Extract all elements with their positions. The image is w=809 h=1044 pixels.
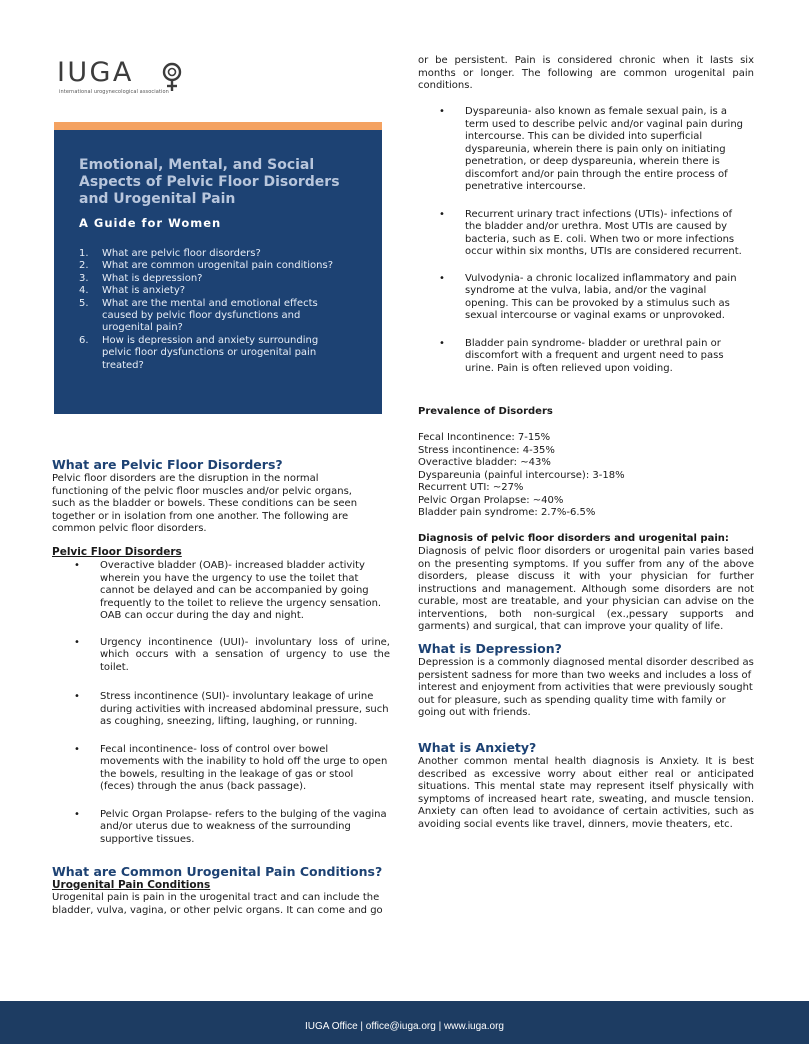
toc-item: 4. What is anxiety? <box>79 285 186 297</box>
pfd-list <box>100 560 390 846</box>
prevalence-line: Fecal Incontinence: 7-15% <box>418 432 551 443</box>
prevalence-line: Pelvic Organ Prolapse: ~40% <box>418 494 564 506</box>
prevalence-line: Stress incontinence: 4-35% <box>418 444 555 456</box>
logo-wordmark: IUGA <box>57 57 134 88</box>
toc-item: 6. How is depression and anxiety surrounding pelvic floor dysfunctions or urogenital pain treated? <box>79 334 319 371</box>
list-item: • Overactive bladder (OAB)- increased bladder activity wherein you have the urgency to use the toilet that cannot be delayed and can be accompanied by going frequently to the toilet to relieve the urgency sensation. OAB can occur during the day and night. <box>100 560 390 623</box>
list-item: • Bladder pain syndrome- bladder or urethral pain or discomfort with a frequent and urgent need to pass urine. Pain is often relieved upon voiding. <box>465 338 750 376</box>
guide-title: Emotional, Mental, and Social Aspects of Pelvic Floor Disorders and Urogenital Pain <box>79 157 340 207</box>
pfd-intro: Pelvic floor disorders are the disruption in the normal functioning of the pelvic floor muscles and/or pelvic organs, such as the bladder or bowels. These conditions can be seen together or in isolation from one another. The following are common pelvic floor disorders. <box>52 473 358 534</box>
guide-subtitle: A Guide for Women <box>79 216 222 230</box>
ugp-intro-part2: or be persistent. Pain is considered chronic when it lasts six months or longer. The following are common urogenital pain conditions. <box>418 55 754 91</box>
prevalence-list <box>418 432 748 520</box>
ugp-list <box>465 106 750 375</box>
list-item: • Recurrent urinary tract infections (UTIs)- infections of the bladder and/or urethra. Most UTIs are caused by bacteria, such as E. coli. When two or more infections occur within six months, UTIs are considered recurrent. <box>465 209 750 259</box>
list-item: • Urgency incontinence (UUI)- involuntary loss of urine, which occurs with a sensation of urgency to use the toilet. <box>100 637 390 675</box>
female-symbol-icon <box>161 62 183 92</box>
diagnosis-heading: Diagnosis of pelvic floor disorders and urogenital pain: <box>418 533 729 544</box>
list-item: • Fecal incontinence- loss of control over bowel movements with the inability to hold off the urge to open the bowels, resulting in the leakage of gas or stool (feces) through the anus (back passage). <box>100 744 390 794</box>
accent-bar <box>54 122 382 130</box>
toc-item: 5. What are the mental and emotional effects caused by pelvic floor dysfunctions and urogenital pain? <box>79 297 318 334</box>
anxiety-text: Another common mental health diagnosis is Anxiety. It is best described as excessive worry about either real or anticipated situations. This mental state may represent itself physically with symptoms of increased heart rate, sweating, and muscle tension. Anxiety can often lead to avoidance of certain activities, such as avoiding social events like travel, dinners, movie theaters, etc. <box>418 756 754 830</box>
pfd-subheading: Pelvic Floor Disorders <box>52 546 182 558</box>
ugp-intro-part1: Urogenital pain is pain in the urogenital tract and can include the bladder, vulva, vagina, or other pelvic organs. It can come and go <box>52 892 383 916</box>
toc-item: 2. What are common urogenital pain conditions? <box>79 260 334 272</box>
ugp-heading: What are Common Urogenital Pain Conditions? <box>52 864 383 879</box>
logo-tagline: international urogynecological association <box>59 89 169 95</box>
anxiety-heading: What is Anxiety? <box>418 740 537 755</box>
list-item: • Dyspareunia- also known as female sexual pain, is a term used to describe pelvic and/or vaginal pain during intercourse. This can be divided into superficial dyspareunia, wherein there is pain only on initiating penetration, or deep dyspareunia, wherein there is discomfort and/or pain through the entire process of penetrative intercourse. <box>465 106 750 194</box>
depression-text: Depression is a commonly diagnosed mental disorder described as persistent sadness for more than two weeks and includes a loss of interest and enjoyment from activities that were previously sought out for pleasure, such as spending quality time with family or going out with friends. <box>418 657 754 718</box>
prevalence-line: Dyspareunia (painful intercourse): 3-18% <box>418 469 625 481</box>
footer-contact: IUGA Office | office@iuga.org | www.iuga.org <box>305 1021 504 1032</box>
prevalence-line: Recurrent UTI: ~27% <box>418 482 524 493</box>
list-item: • Vulvodynia- a chronic localized inflammatory and pain syndrome at the vulva, labia, and/or the vaginal opening. This can be provoked by a stimulus such as sexual intercourse or vaginal exams or unprovoked. <box>465 273 750 323</box>
toc-item: 3. What is depression? <box>79 272 203 284</box>
ugp-subheading: Urogenital Pain Conditions <box>52 879 211 891</box>
diagnosis-text: Diagnosis of pelvic floor disorders or urogenital pain varies based on the presenting symptoms. If you suffer from any of the above disorders, please discuss it with your physician for further instructions and management. Although some disorders are not curable, most are treatable, and your physician can advise on the interventions, both non-surgical (ex.,pessary supports and garments) and surgical, that can improve your quality of life. <box>418 546 754 632</box>
list-item: • Stress incontinence (SUI)- involuntary leakage of urine during activities with increased abdominal pressure, such as coughing, sneezing, lifting, laughing, or running. <box>100 691 390 729</box>
prevalence-line: Overactive bladder: ~43% <box>418 457 551 468</box>
table-of-contents <box>79 248 341 372</box>
pfd-heading: What are Pelvic Floor Disorders? <box>52 457 283 472</box>
prevalence-line: Bladder pain syndrome: 2.7%-6.5% <box>418 507 596 518</box>
depression-heading: What is Depression? <box>418 641 562 656</box>
toc-item: 1. What are pelvic floor disorders? <box>79 248 261 259</box>
list-item: • Pelvic Organ Prolapse- refers to the bulging of the vagina and/or uterus due to weakness of the surrounding supportive tissues. <box>100 809 390 847</box>
iuga-logo <box>57 56 192 98</box>
prevalence-heading: Prevalence of Disorders <box>418 406 553 417</box>
